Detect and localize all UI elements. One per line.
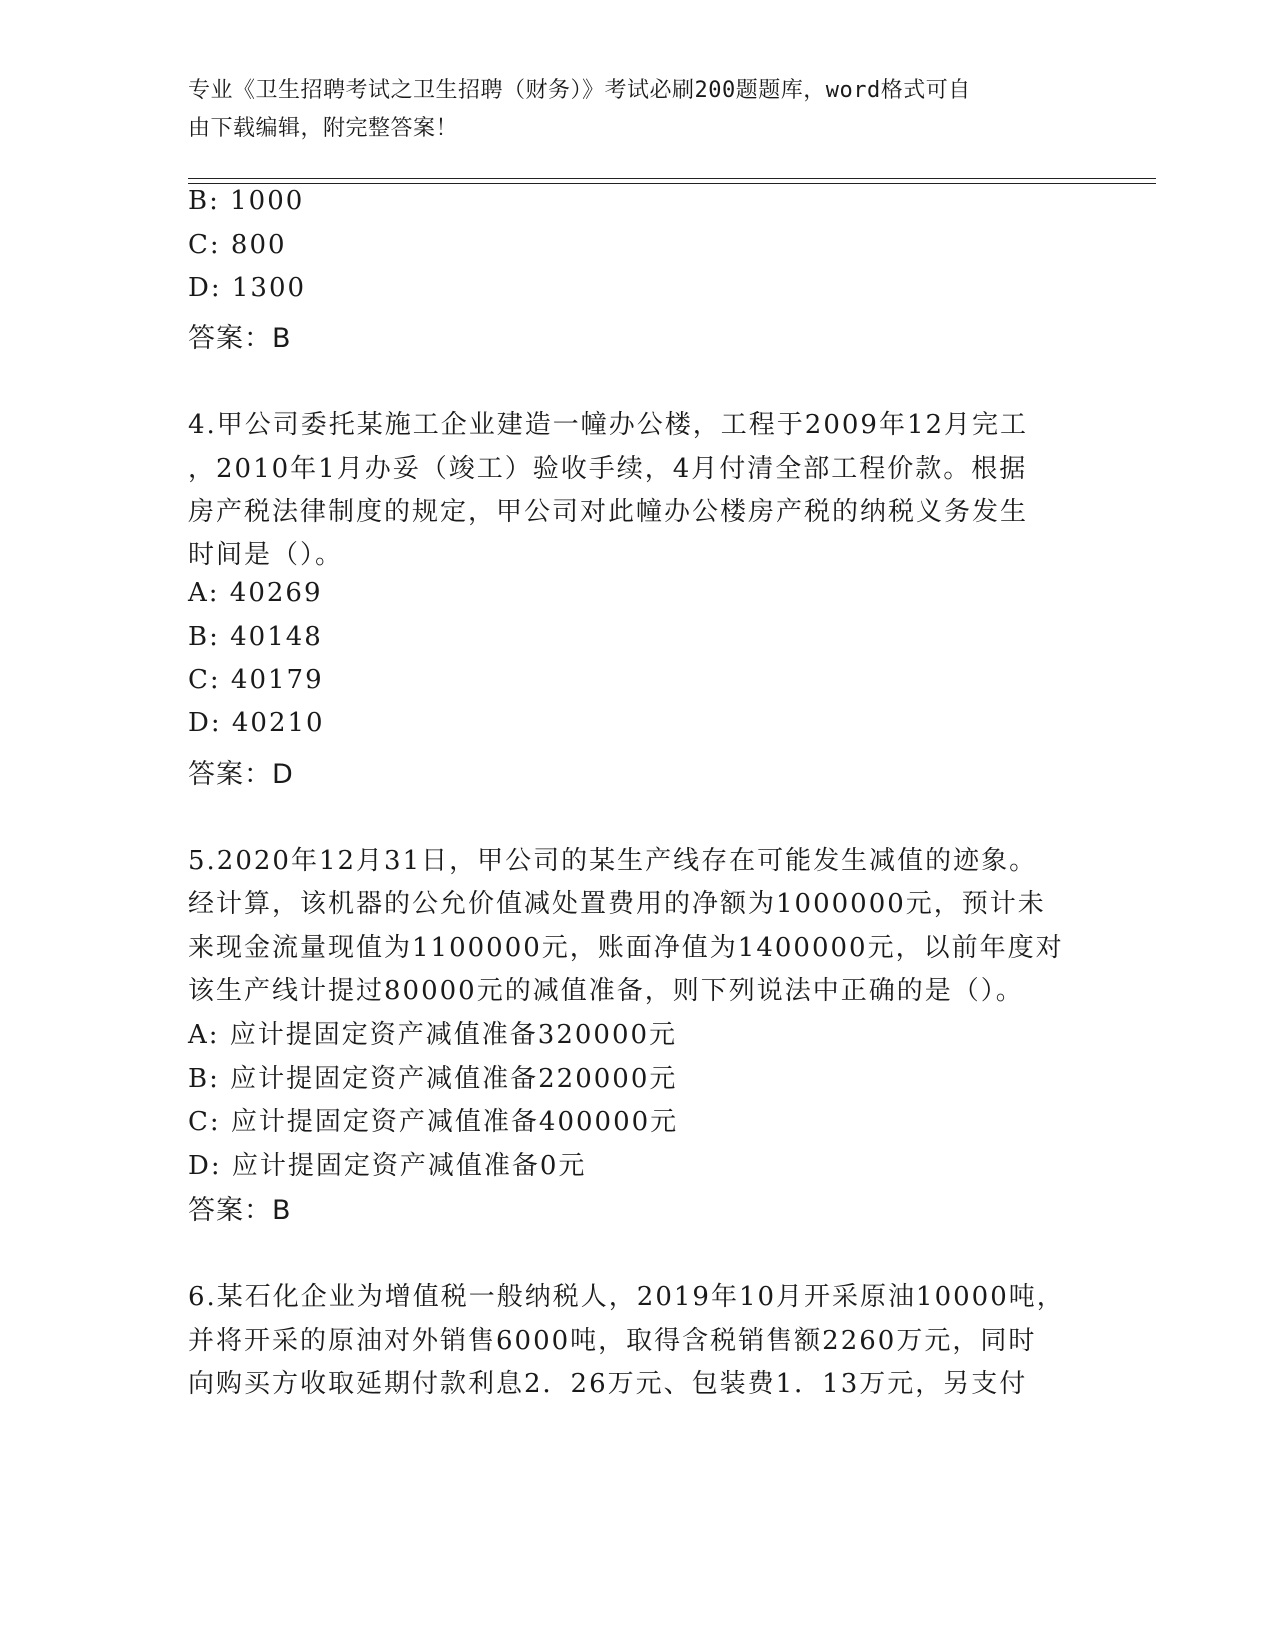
q5-stem-line-1: 5.2020年12月31日，甲公司的某生产线存在可能发生减值的迹象。 [188, 846, 1038, 876]
q3-option-d: D: 1300 [188, 273, 307, 303]
q4-answer: 答案：D [188, 759, 294, 790]
q5-stem-line-3: 来现金流量现值为1100000元，账面净值为1400000元，以前年度对 [188, 933, 1064, 963]
q4-option-a: A: 40269 [188, 578, 323, 608]
q4-stem-line-3: 房产税法律制度的规定，甲公司对此幢办公楼房产税的纳税义务发生 [188, 497, 1029, 527]
q6-stem-line-3: 向购买方收取延期付款利息2．26万元、包装费1．13万元，另支付 [188, 1369, 1028, 1399]
q3-option-b: B: 1000 [188, 186, 305, 216]
q4-option-c: C: 40179 [188, 665, 324, 695]
document-header [188, 72, 1068, 148]
q4-stem-line-2: ，2010年1月办妥（竣工）验收手续，4月付清全部工程价款。根据 [188, 454, 1028, 484]
header-line-1: 专业《卫生招聘考试之卫生招聘（财务）》考试必刷200题题库，word格式可自 [188, 78, 971, 103]
header-line-2: 由下载编辑，附完整答案！ [188, 116, 459, 141]
q3-option-c: C: 800 [188, 230, 287, 260]
q5-answer: 答案：B [188, 1195, 292, 1226]
q4-stem-line-4: 时间是（）。 [188, 540, 344, 570]
header-divider-bottom [188, 183, 1156, 184]
q5-stem-line-4: 该生产线计提过80000元的减值准备，则下列说法中正确的是（）。 [188, 976, 1024, 1006]
q4-stem-line-1: 4.甲公司委托某施工企业建造一幢办公楼，工程于2009年12月完工 [188, 410, 1029, 440]
q5-option-c: C: 应计提固定资产减值准备400000元 [188, 1107, 679, 1137]
q5-option-d: D: 应计提固定资产减值准备0元 [188, 1151, 587, 1181]
q5-option-a: A: 应计提固定资产减值准备320000元 [188, 1020, 678, 1050]
q3-answer: 答案：B [188, 323, 292, 354]
q4-option-d: D: 40210 [188, 708, 325, 738]
q6-stem-line-1: 6.某石化企业为增值税一般纳税人，2019年10月开采原油10000吨， [188, 1282, 1065, 1312]
q4-option-b: B: 40148 [188, 622, 323, 652]
header-divider-top [188, 178, 1156, 179]
q5-option-b: B: 应计提固定资产减值准备220000元 [188, 1064, 678, 1094]
q5-stem-line-2: 经计算，该机器的公允价值减处置费用的净额为1000000元，预计未 [188, 889, 1046, 919]
q6-stem-line-2: 并将开采的原油对外销售6000吨，取得含税销售额2260万元，同时 [188, 1326, 1037, 1356]
